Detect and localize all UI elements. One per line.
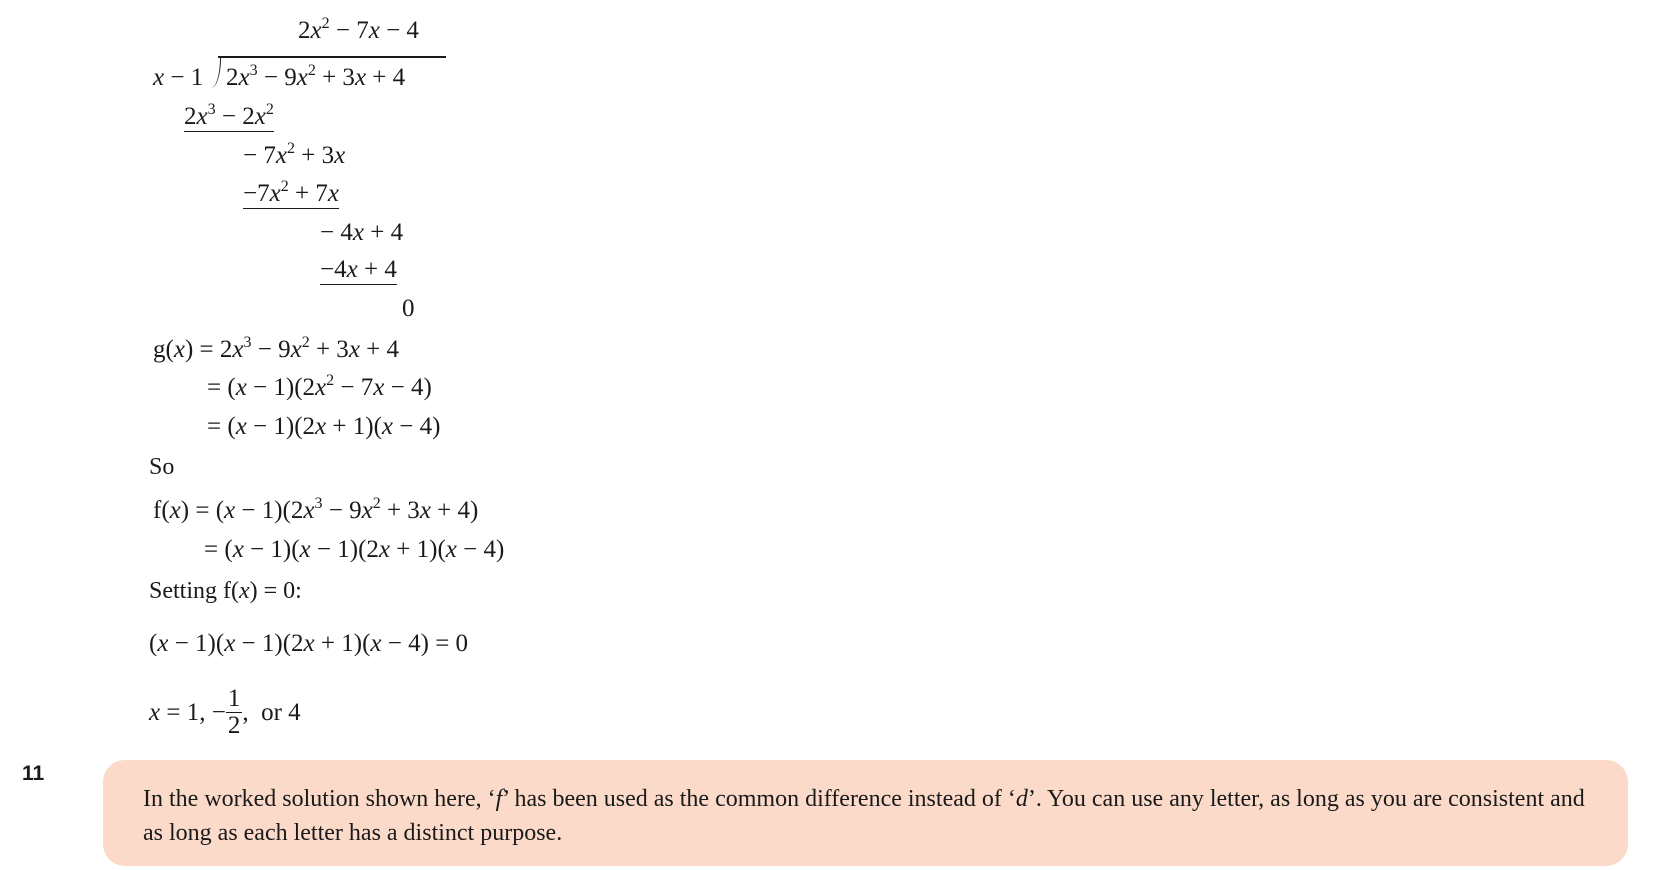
f-line-2: = (x − 1)(x − 1)(2x + 1)(x − 4) [204,536,505,563]
division-step-1: $2x^3 - 2x^2$ [184,101,274,130]
division-bracket [210,56,221,88]
note-box [103,760,1628,866]
g-line-2: = $(x - 1)(2x^2 - 7x - 4)$ [207,372,432,401]
solution: x = 1, − $\frac{1}{2}$ , or 4 [149,685,301,739]
division-step-4: − 4x + 4 [320,219,404,246]
question-number: 11 [22,762,45,785]
g-line-1: $g(x) = 2x^3 - 9x^2 + 3x + 4$ [153,334,400,363]
division-dividend: $2x^3 - 9x^2 + 3x + 4$ [226,62,406,91]
division-step-2: − $7x^2 + 3x$ [243,140,346,169]
so-label: So [149,454,175,480]
division-step-5: −4x + 4 [320,256,397,283]
division-divisor: x − 1 [153,64,204,91]
fraction-half: $\frac{1}{2}$ [227,685,241,739]
g-line-3: = (x − 1)(2x + 1)(x − 4) [207,413,441,440]
equation: (x − 1)(x − 1)(2x + 1)(x − 4) = 0 [149,630,469,657]
division-vinculum [218,56,446,58]
note-text: In the worked solution shown here, ‘f’ has been used as the common difference instead of ‘d’. You can use any letter, as long as you are consistent and as long as each letter has a distinct purpose. [143,786,1585,846]
f-line-1: $f(x) = (x - 1)(2x^3 - 9x^2 + 3x + 4)$ [153,495,479,524]
division-quotient: $2x^2 - 7x - 4$ [298,15,419,44]
setting-label: Setting f(x) = 0: [149,578,302,604]
division-step-3: $-7x^2 + 7x$ [243,178,339,207]
division-remainder: 0 [402,295,415,322]
